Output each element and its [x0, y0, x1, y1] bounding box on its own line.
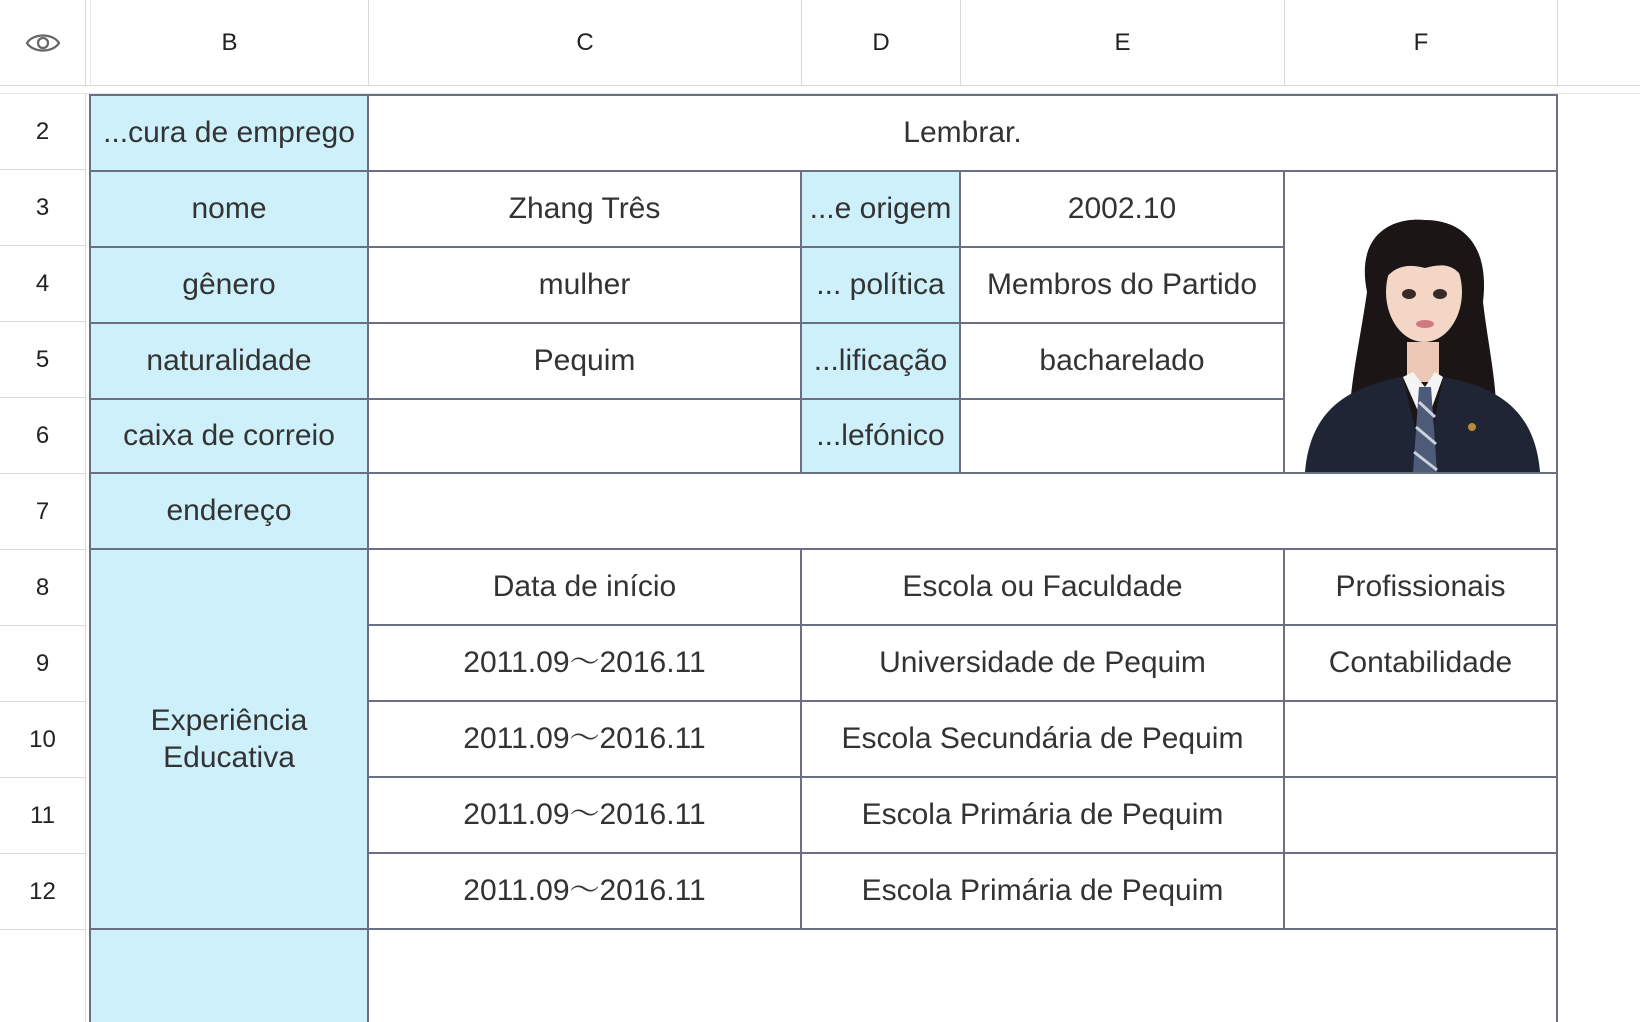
education-row-school[interactable]: Escola Secundária de Pequim	[802, 702, 1285, 778]
cell-c2[interactable]: Lembrar.	[369, 96, 1558, 172]
cell-b4[interactable]: gênero	[91, 248, 369, 324]
cell-e6[interactable]	[961, 400, 1285, 474]
cell-e3[interactable]: 2002.10	[961, 172, 1285, 248]
cell-d5[interactable]: ...lificação	[802, 324, 961, 400]
education-header-school[interactable]: Escola ou Faculdade	[802, 550, 1285, 626]
education-row-major[interactable]	[1285, 702, 1558, 778]
frozen-divider	[86, 0, 91, 86]
cell-b8-education-label[interactable]: Experiência Educativa	[91, 550, 369, 930]
row-header-6[interactable]: 6	[0, 398, 86, 474]
row-header-7[interactable]: 7	[0, 474, 86, 550]
education-row-date[interactable]: 2011.09～2016.11	[369, 854, 802, 930]
cell-f3-photo[interactable]	[1285, 172, 1558, 474]
education-header-major[interactable]: Profissionais	[1285, 550, 1558, 626]
education-header-start-date[interactable]: Data de início	[369, 550, 802, 626]
row-header-12[interactable]: 12	[0, 854, 86, 930]
row-header-4[interactable]: 4	[0, 246, 86, 322]
cell-d4[interactable]: ... política	[802, 248, 961, 324]
row-header-10[interactable]: 10	[0, 702, 86, 778]
cell-d6[interactable]: ...lefónico	[802, 400, 961, 474]
row-header-13[interactable]	[0, 930, 86, 1022]
education-row-date[interactable]: 2011.09～2016.11	[369, 702, 802, 778]
education-row-major[interactable]	[1285, 854, 1558, 930]
cell-c13[interactable]	[369, 930, 1558, 1022]
row-header-8[interactable]: 8	[0, 550, 86, 626]
row-header-11[interactable]: 11	[0, 778, 86, 854]
cell-b3[interactable]: nome	[91, 172, 369, 248]
column-header-d[interactable]: D	[802, 0, 961, 86]
portrait-photo	[1285, 172, 1556, 472]
cell-d3[interactable]: ...e origem	[802, 172, 961, 248]
cell-c3[interactable]: Zhang Três	[369, 172, 802, 248]
row-header-2[interactable]: 2	[0, 94, 86, 170]
cell-e4[interactable]: Membros do Partido	[961, 248, 1285, 324]
education-row-school[interactable]: Escola Primária de Pequim	[802, 854, 1285, 930]
cell-c7[interactable]	[369, 474, 1558, 550]
column-header-c[interactable]: C	[369, 0, 802, 86]
cell-c6[interactable]	[369, 400, 802, 474]
cell-b2[interactable]: ...cura de emprego	[91, 96, 369, 172]
education-row-school[interactable]: Universidade de Pequim	[802, 626, 1285, 702]
eye-icon	[25, 31, 61, 55]
education-row-date[interactable]: 2011.09～2016.11	[369, 778, 802, 854]
education-row-major[interactable]	[1285, 778, 1558, 854]
cell-c4[interactable]: mulher	[369, 248, 802, 324]
cell-c5[interactable]: Pequim	[369, 324, 802, 400]
row-header-5[interactable]: 5	[0, 322, 86, 398]
frozen-column-divider	[0, 86, 1640, 94]
cell-b6[interactable]: caixa de correio	[91, 400, 369, 474]
education-row-major[interactable]: Contabilidade	[1285, 626, 1558, 702]
row-header-9[interactable]: 9	[0, 626, 86, 702]
cell-e5[interactable]: bacharelado	[961, 324, 1285, 400]
cell-b7[interactable]: endereço	[91, 474, 369, 550]
education-row-school[interactable]: Escola Primária de Pequim	[802, 778, 1285, 854]
column-header-g[interactable]	[1558, 0, 1640, 86]
education-row-date[interactable]: 2011.09～2016.11	[369, 626, 802, 702]
visibility-toggle[interactable]	[0, 0, 86, 86]
cell-b5[interactable]: naturalidade	[91, 324, 369, 400]
column-header-f[interactable]: F	[1285, 0, 1558, 86]
cell-b13[interactable]	[91, 930, 369, 1022]
column-header-b[interactable]: B	[91, 0, 369, 86]
column-header-e[interactable]: E	[961, 0, 1285, 86]
row-header-3[interactable]: 3	[0, 170, 86, 246]
